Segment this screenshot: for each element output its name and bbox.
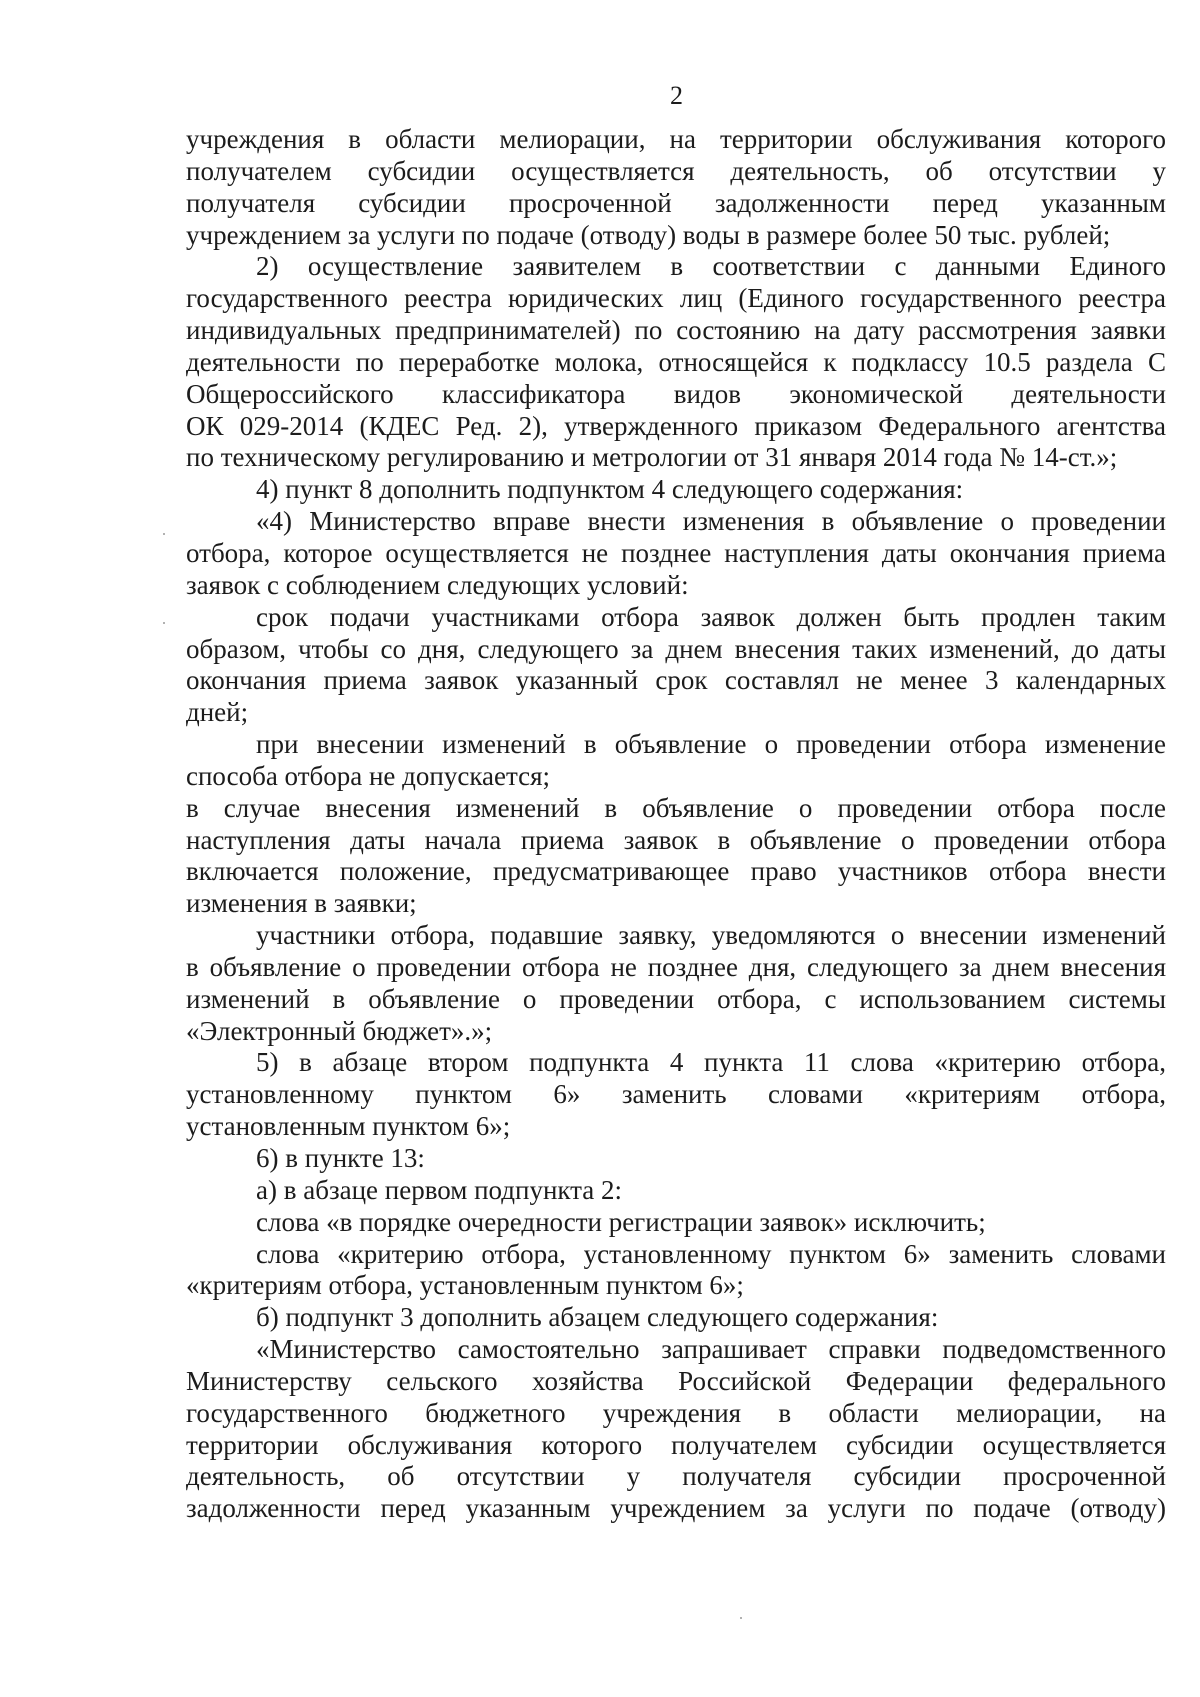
- text-line: установленным пунктом 6»;: [186, 1111, 511, 1142]
- text-line: территории обслуживания которого получателем субсидии осуществляется: [186, 1429, 1166, 1460]
- text-line: участники отбора, подавшие заявку, уведомляются о внесении изменений: [256, 920, 1166, 951]
- text-line: в объявление о проведении отбора не позднее дня, следующего за днем внесения: [186, 951, 1166, 982]
- text-line: деятельности по переработке молока, относящейся к подклассу 10.5 раздела С: [186, 346, 1166, 377]
- scan-speck: [740, 1617, 742, 1619]
- text-line: индивидуальных предпринимателей) по состоянию на дату рассмотрения заявки: [186, 315, 1166, 346]
- text-line: срок подачи участниками отбора заявок должен быть продлен таким: [256, 601, 1166, 632]
- text-line: 5) в абзаце втором подпункта 4 пункта 11 слова «критерию отбора,: [256, 1047, 1166, 1078]
- text-line: деятельность, об отсутствии у получателя субсидии просроченной: [186, 1461, 1166, 1492]
- text-line: б) подпункт 3 дополнить абзацем следующего содержания:: [256, 1302, 939, 1333]
- text-line: «критериям отбора, установленным пунктом 6»;: [186, 1270, 744, 1301]
- text-line: 2) осуществление заявителем в соответствии с данными Единого: [256, 251, 1166, 282]
- text-line: изменения в заявки;: [186, 888, 417, 919]
- text-line: окончания приема заявок указанный срок составлял не менее 3 календарных: [186, 665, 1166, 696]
- text-line: включается положение, предусматривающее право участников отбора внести: [186, 856, 1166, 887]
- text-line: государственного реестра юридических лиц (Единого государственного реестра: [186, 283, 1166, 314]
- text-line: слова «критерию отбора, установленному пунктом 6» заменить словами: [256, 1238, 1166, 1269]
- text-line: слова «в порядке очередности регистрации заявок» исключить;: [256, 1206, 986, 1237]
- text-line: Министерству сельского хозяйства Российской Федерации федерального: [186, 1365, 1166, 1396]
- text-line: учреждения в области мелиорации, на территории обслуживания которого: [186, 124, 1166, 154]
- text-line: «Министерство самостоятельно запрашивает справки подведомственного: [256, 1334, 1166, 1365]
- text-line: способа отбора не допускается;: [186, 760, 551, 791]
- scan-speck: [163, 533, 165, 535]
- text-line: образом, чтобы со дня, следующего за днем внесения таких изменений, до даты: [186, 633, 1166, 664]
- page-number: 2: [670, 81, 683, 110]
- text-line: при внесении изменений в объявление о проведении отбора изменение: [256, 729, 1166, 760]
- text-line: по техническому регулированию и метрологии от 31 января 2014 года № 14-ст.»;: [186, 442, 1118, 473]
- text-line: учреждением за услуги по подаче (отводу) воды в размере более 50 тыс. рублей;: [186, 219, 1111, 250]
- text-line: дней;: [186, 697, 249, 728]
- text-line: 6) в пункте 13:: [256, 1143, 425, 1173]
- text-line: в случае внесения изменений в объявление о проведении отбора после: [186, 792, 1166, 823]
- text-line: заявок с соблюдением следующих условий:: [186, 569, 689, 600]
- text-line: получателя субсидии просроченной задолженности перед указанным: [186, 187, 1166, 218]
- text-line: 4) пункт 8 дополнить подпунктом 4 следующего содержания:: [256, 474, 964, 505]
- text-line: получателем субсидии осуществляется деятельность, об отсутствии у: [186, 155, 1166, 186]
- text-line: «4) Министерство вправе внести изменения в объявление о проведении: [256, 506, 1166, 537]
- text-line: установленному пунктом 6» заменить словами «критериям отбора,: [186, 1079, 1166, 1110]
- document-text: [186, 124, 1166, 1525]
- text-line: задолженности перед указанным учреждением за услуги по подаче (отводу): [186, 1493, 1166, 1524]
- text-line: изменений в объявление о проведении отбора, с использованием системы: [186, 983, 1166, 1014]
- scan-speck: [163, 622, 165, 624]
- text-line: Общероссийского классификатора видов экономической деятельности: [186, 378, 1166, 409]
- text-line: а) в абзаце первом подпункта 2:: [256, 1174, 623, 1205]
- text-line: отбора, которое осуществляется не позднее наступления даты окончания приема: [186, 537, 1166, 568]
- text-line: государственного бюджетного учреждения в области мелиорации, на: [186, 1397, 1166, 1428]
- text-line: ОК 029-2014 (КДЕС Ред. 2), утвержденного приказом Федерального агентства: [186, 410, 1166, 441]
- text-line: наступления даты начала приема заявок в объявление о проведении отбора: [186, 824, 1166, 855]
- text-line: «Электронный бюджет».»;: [186, 1015, 493, 1046]
